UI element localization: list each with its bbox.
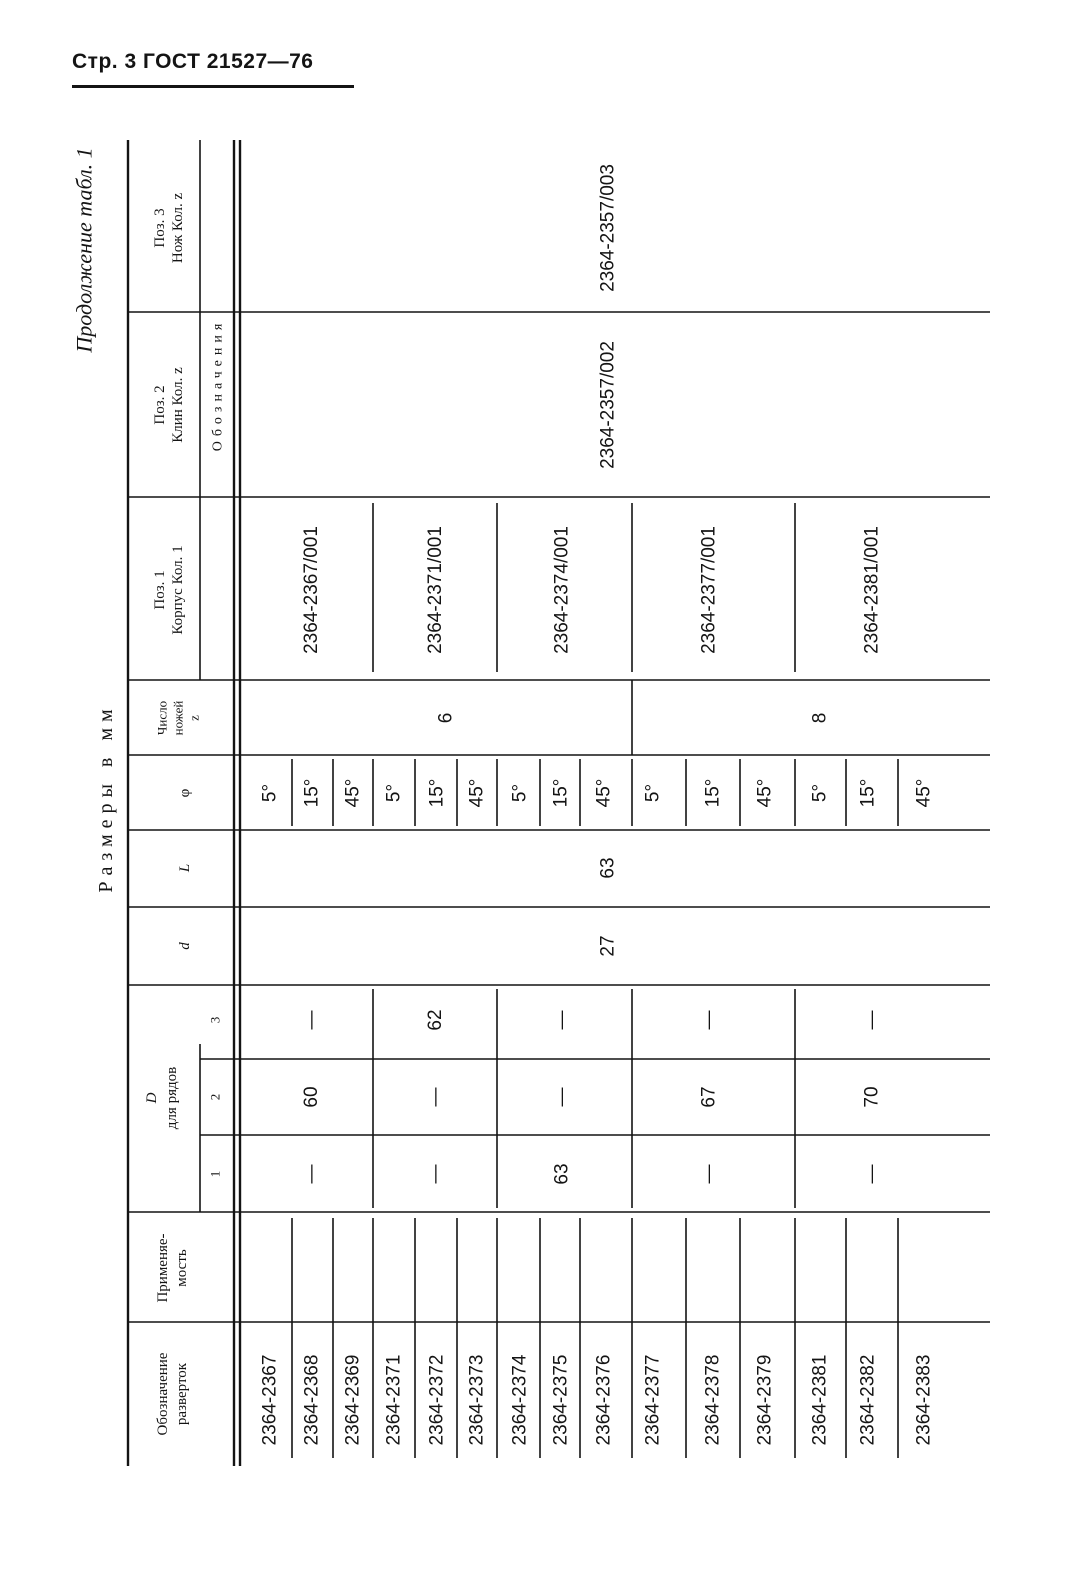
pos1-header-2: Корпус Кол. 1 xyxy=(170,545,186,635)
L-header: L xyxy=(177,863,193,873)
knives-6-value: 6 xyxy=(435,712,457,724)
designation-cell: 2364-2376 xyxy=(593,1354,615,1446)
designation-header-2: разверток xyxy=(174,1362,190,1426)
pos2-header: Поз. 2 xyxy=(152,385,168,425)
pos3-header: Поз. 3 xyxy=(152,208,168,248)
knives-header-3: z xyxy=(186,715,202,721)
small-d-header: d xyxy=(177,942,193,950)
D-row-2-cell: 60 xyxy=(301,1086,322,1108)
sizes-caption: Размеры в мм xyxy=(95,703,117,893)
designations-caption: Обозначения xyxy=(210,318,226,452)
designation-cell: 2364-2381 xyxy=(809,1354,831,1446)
D-row-2-cell: 70 xyxy=(861,1086,883,1108)
designation-cell: 2364-2373 xyxy=(466,1354,488,1446)
phi-header: φ xyxy=(177,788,193,798)
D-rows-header: для рядов xyxy=(164,1066,180,1130)
D-row-3-cell: — xyxy=(551,1010,573,1030)
pos1-cell: 2364-2374/001 xyxy=(551,526,573,654)
designation-cell: 2364-2374 xyxy=(509,1354,531,1446)
D-row-1-cell: — xyxy=(861,1164,883,1184)
phi-cell: 15° xyxy=(857,778,879,808)
phi-cell: 5° xyxy=(809,783,831,803)
knives-header-2: ножей xyxy=(170,700,186,736)
pos1-cell: 2364-2377/001 xyxy=(698,526,720,654)
phi-cell: 15° xyxy=(550,778,572,808)
D-row-1-cell: — xyxy=(301,1164,322,1184)
phi-cell: 15° xyxy=(301,778,323,808)
pos2-value: 2364-2357/002 xyxy=(597,341,619,469)
D-row-3-cell: — xyxy=(861,1010,883,1030)
designation-cell: 2364-2368 xyxy=(301,1354,323,1446)
D-row-3-header: 3 xyxy=(207,1016,223,1024)
D-row-1-cell: — xyxy=(698,1164,720,1184)
small-d-value: 27 xyxy=(597,935,619,957)
applicability-header: Применяе- xyxy=(155,1233,171,1303)
pos2-header-2: Клин Кол. z xyxy=(170,367,186,443)
D-row-1-header: 1 xyxy=(207,1170,223,1178)
L-value: 63 xyxy=(597,857,619,879)
knives-header: Число xyxy=(154,700,170,736)
D-row-3-cell: 62 xyxy=(425,1009,446,1031)
designation-cell: 2364-2375 xyxy=(550,1354,572,1446)
phi-cell: 15° xyxy=(426,778,448,808)
designation-cell: 2364-2369 xyxy=(342,1354,364,1446)
pos1-cell: 2364-2371/001 xyxy=(425,526,446,654)
D-row-2-cell: — xyxy=(551,1087,573,1107)
pos3-value: 2364-2357/003 xyxy=(597,164,619,292)
designation-header: Обозначение xyxy=(155,1352,171,1436)
knives-8-value: 8 xyxy=(809,712,831,724)
phi-cell: 5° xyxy=(509,783,531,803)
pos1-cell: 2364-2381/001 xyxy=(861,526,883,654)
phi-cell: 45° xyxy=(466,778,488,808)
phi-cell: 45° xyxy=(754,778,776,808)
designation-cell: 2364-2382 xyxy=(857,1354,879,1446)
D-row-1-cell: — xyxy=(425,1164,446,1184)
phi-cell: 45° xyxy=(913,778,935,808)
pos1-cell: 2364-2367/001 xyxy=(301,526,322,654)
table-continuation-caption: Продолжение табл. 1 xyxy=(71,147,97,353)
phi-cell: 5° xyxy=(259,783,281,803)
D-row-2-cell: 67 xyxy=(698,1086,720,1108)
D-row-3-cell: — xyxy=(698,1010,720,1030)
phi-cell: 5° xyxy=(383,783,405,803)
D-header: D xyxy=(144,1092,160,1104)
D-row-1-cell: 63 xyxy=(551,1163,573,1185)
phi-cell: 45° xyxy=(342,778,364,808)
pos1-header: Поз. 1 xyxy=(152,570,168,610)
designation-cell: 2364-2372 xyxy=(426,1354,448,1446)
designation-cell: 2364-2379 xyxy=(754,1354,776,1446)
page-reference: Стр. 3 ГОСТ 21527—76 xyxy=(72,50,314,73)
D-row-2-header: 2 xyxy=(207,1093,223,1101)
pos3-header-2: Нож Кол. z xyxy=(170,192,186,264)
phi-cell: 5° xyxy=(642,783,664,803)
phi-cell: 15° xyxy=(702,778,724,808)
designation-cell: 2364-2371 xyxy=(383,1354,405,1446)
phi-cell: 45° xyxy=(593,778,615,808)
designation-cell: 2364-2367 xyxy=(259,1354,281,1446)
D-row-3-cell: — xyxy=(301,1010,322,1030)
designation-cell: 2364-2383 xyxy=(913,1354,935,1446)
applicability-header-2: мость xyxy=(174,1249,190,1287)
designation-cell: 2364-2378 xyxy=(702,1354,724,1446)
designation-cell: 2364-2377 xyxy=(642,1354,664,1446)
D-row-2-cell: — xyxy=(425,1087,446,1107)
